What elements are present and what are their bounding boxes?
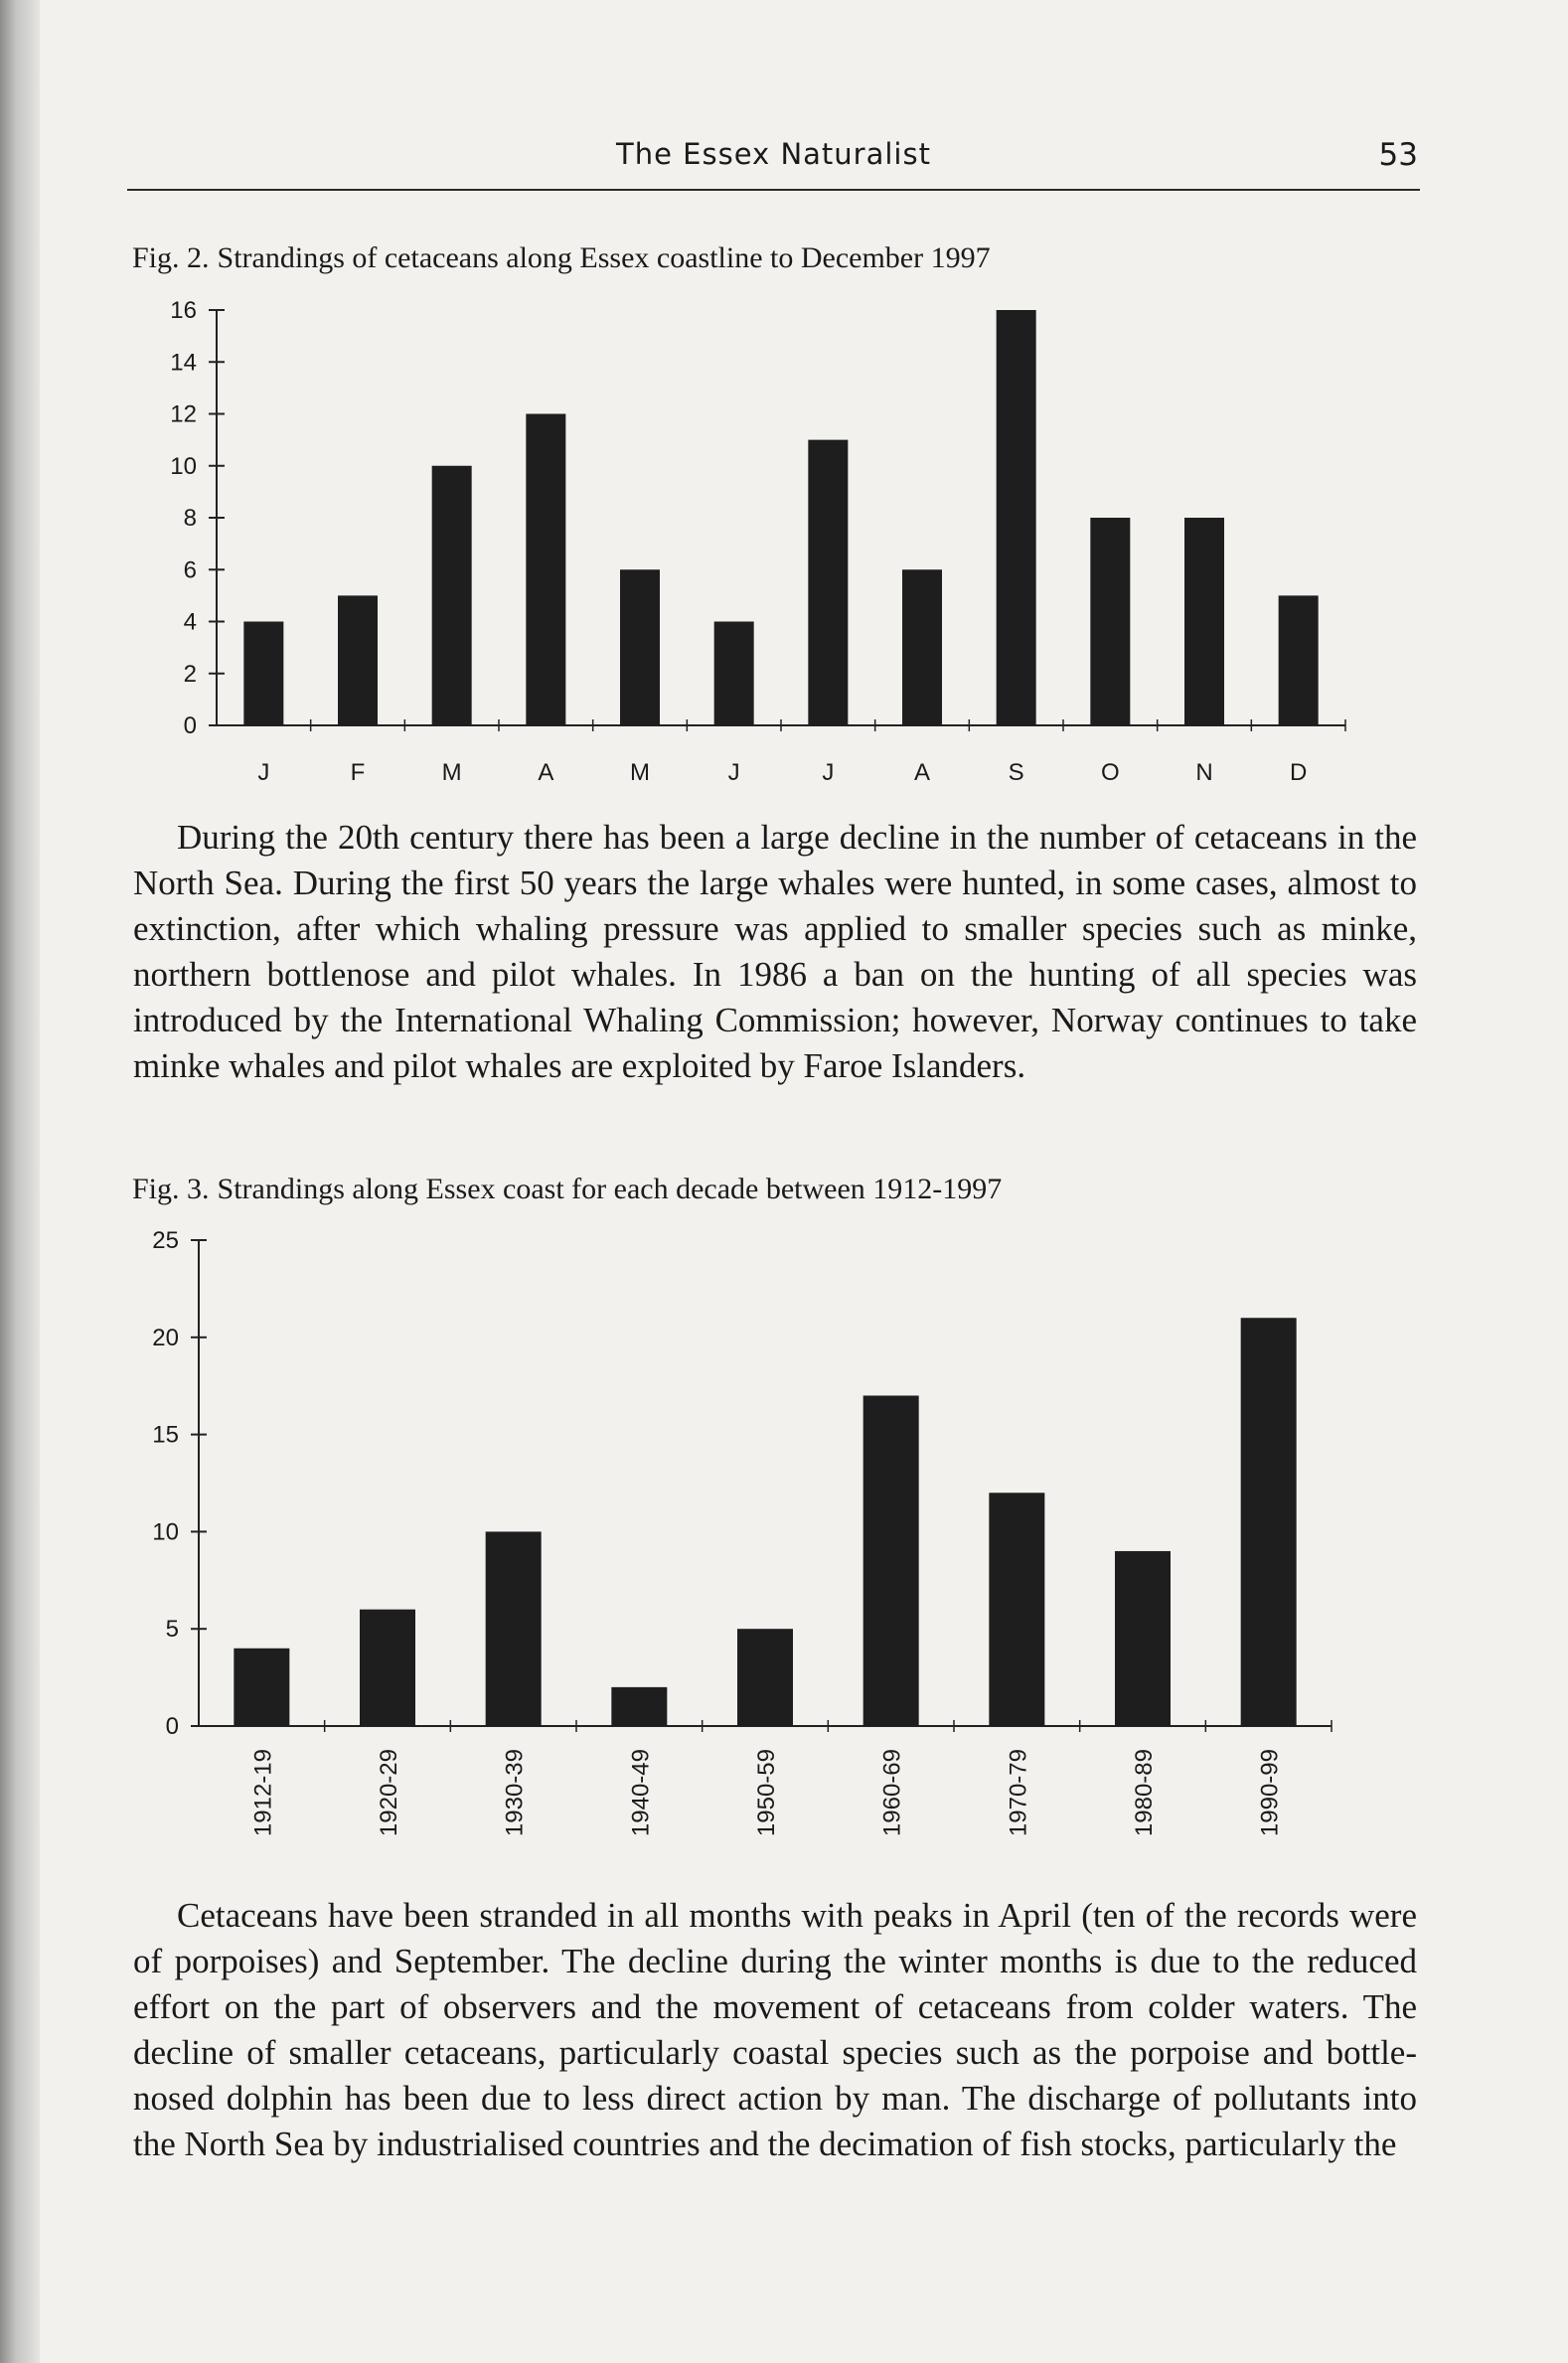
x-category-label: J [822, 759, 835, 786]
bar [989, 1493, 1044, 1726]
figure-3-label: Fig. 3. [132, 1173, 210, 1205]
bar [737, 1629, 793, 1726]
y-tick-label: 16 [170, 297, 197, 324]
y-tick-label: 0 [165, 1713, 179, 1740]
bar [360, 1610, 415, 1726]
x-category-label: S [1008, 759, 1024, 786]
bar [486, 1531, 542, 1726]
bar [611, 1687, 667, 1726]
x-category-label: F [350, 759, 366, 786]
y-tick-label: 6 [183, 556, 197, 584]
x-category-label: 1950-59 [753, 1749, 780, 1837]
x-category-label: 1940-49 [627, 1749, 655, 1837]
x-category-label: D [1289, 759, 1308, 786]
y-tick-label: 0 [183, 712, 197, 739]
bar [234, 1649, 289, 1726]
figure-2-caption-text: Strandings of cetaceans along Essex coastline to December 1997 [217, 241, 991, 274]
page-number: 53 [1378, 137, 1418, 173]
journal-title: The Essex Naturalist [616, 137, 931, 171]
x-category-label: M [441, 759, 462, 786]
x-category-label: 1960-69 [878, 1749, 906, 1837]
x-category-label: 1912-19 [249, 1749, 277, 1837]
bar [1241, 1318, 1297, 1726]
x-category-label: 1980-89 [1131, 1749, 1158, 1837]
x-category-label: A [538, 759, 554, 786]
x-category-label: N [1195, 759, 1213, 786]
body-paragraph-2: Cetaceans have been stranded in all months with peaks in April (ten of the records were of porpoises) and September. The decline during the winter months is due to the reduced effort on the part of observers and the movement of cetaceans from colder waters. The decline of smaller cetaceans, particularly coastal species such as the porpoise and bottle-nosed dolphin has been due to less direct action by man. The discharge of pollutants into the North Sea by industrialised countries and the decimation of fish stocks, particularly the [133, 1896, 1417, 2163]
y-tick-label: 8 [183, 505, 197, 532]
x-category-label: 1970-79 [1005, 1749, 1032, 1837]
y-tick-label: 20 [152, 1324, 179, 1351]
y-tick-label: 2 [183, 660, 197, 688]
x-category-label: O [1100, 759, 1120, 786]
bar [863, 1395, 919, 1726]
y-tick-label: 10 [170, 452, 197, 480]
x-category-label: 1920-29 [376, 1749, 402, 1837]
x-category-label: 1930-39 [501, 1749, 529, 1837]
y-tick-label: 25 [152, 1227, 179, 1254]
y-tick-label: 4 [183, 608, 197, 636]
figure-3-caption-text: Strandings along Essex coast for each decade between 1912-1997 [217, 1173, 1003, 1205]
x-category-label: 1990-99 [1256, 1749, 1284, 1837]
x-category-label: M [630, 759, 650, 786]
y-tick-label: 10 [152, 1518, 179, 1546]
y-tick-label: 5 [165, 1616, 179, 1644]
y-tick-label: 14 [170, 349, 197, 377]
x-category-label: J [257, 759, 270, 786]
body-paragraph-1: During the 20th century there has been a large decline in the number of cetaceans in the North Sea. During the first 50 years the large whales were hunted, in some cases, almost to extinction, after which whaling pressure was applied to smaller species such as minke, northern bottlenose and pilot whales. In 1986 a ban on the hunting of all species was introduced by the International Whaling Commission; however, Norway continues to take minke whales and pilot whales are exploited by Faroe Islanders. [133, 818, 1417, 1085]
y-tick-label: 15 [152, 1421, 179, 1449]
x-category-label: A [913, 759, 931, 786]
x-category-label: J [727, 759, 740, 786]
figure-2-label: Fig. 2. [132, 241, 210, 274]
bar [1115, 1551, 1171, 1726]
y-tick-label: 12 [170, 400, 197, 428]
